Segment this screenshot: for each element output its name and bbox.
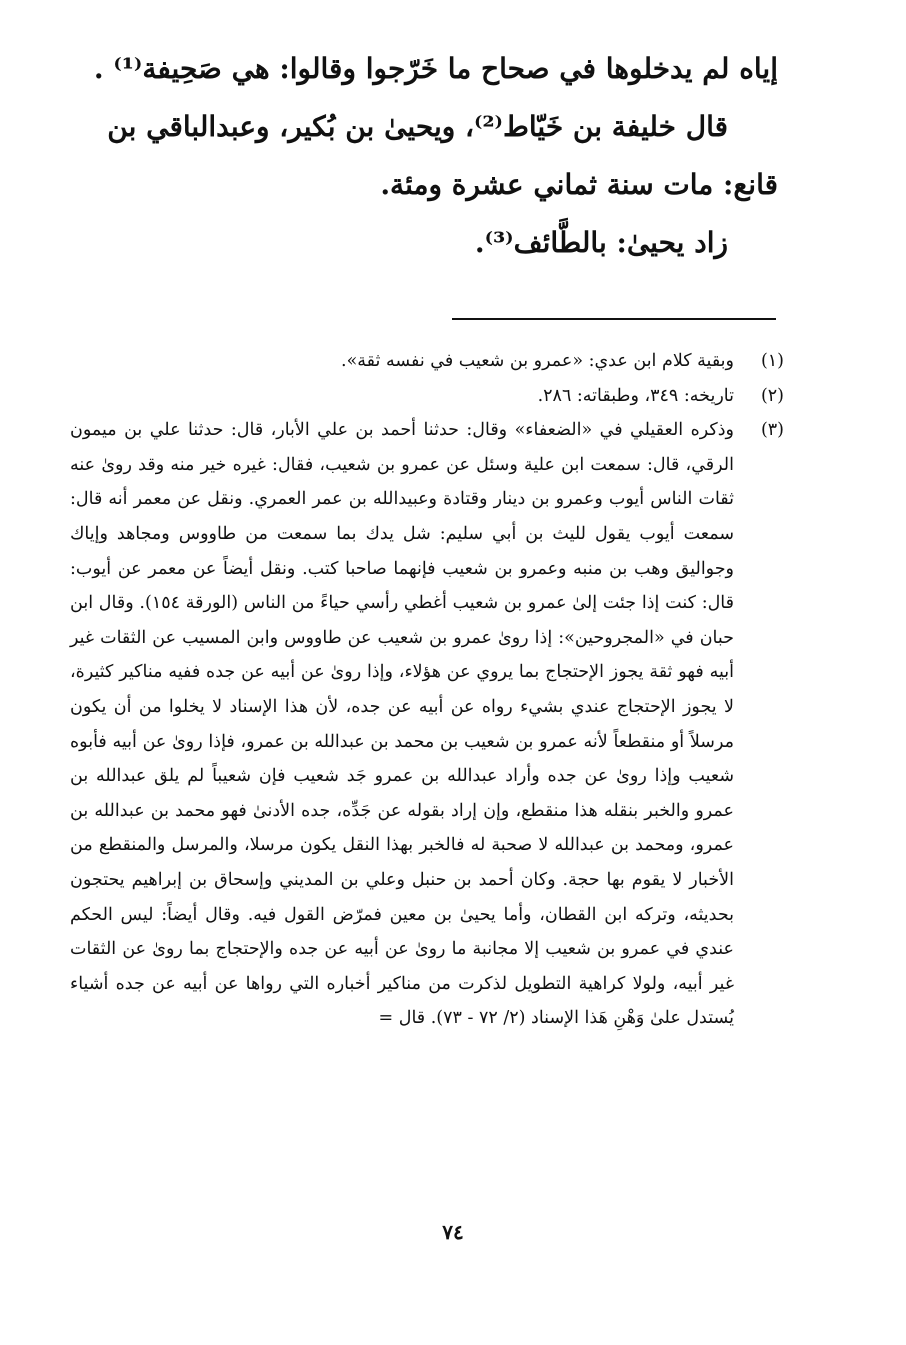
main-line-1: إياه لم يدخلوها في صحاح ما خَرّجوا وقالوا: هي صَحِيفة⁽¹⁾ . xyxy=(93,52,778,85)
footnote-1 xyxy=(70,344,784,379)
footnote-number: (٢) xyxy=(760,385,784,406)
footnotes xyxy=(70,344,784,1036)
footnote-number: (١) xyxy=(760,351,784,371)
footnote-3 xyxy=(70,413,784,1036)
footnote-number: (٣) xyxy=(760,420,784,441)
footnote-2 xyxy=(70,379,784,414)
main-paragraph-2-line-1: قال خليفة بن خَيّاط⁽²⁾، ويحيىٰ بن بُكير، وعبدالباقي بن xyxy=(107,110,728,143)
footnote-text: تاريخه: ٣٤٩، وطبقاته: ٢٨٦. xyxy=(537,385,734,406)
main-paragraph-2-line-2: قانع: مات سنة ثماني عشرة ومئة. xyxy=(380,168,778,201)
page-number: ٧٤ xyxy=(442,1220,464,1244)
footnote-separator xyxy=(452,318,776,320)
main-text xyxy=(70,40,778,272)
footnote-text: وبقية كلام ابن عدي: «عمرو بن شعيب في نفسه ثقة». xyxy=(341,351,734,371)
main-line-4: زاد يحيىٰ: بالطَّائف⁽³⁾. xyxy=(474,226,728,259)
footnote-text: وذكره العقيلي في «الضعفاء» وقال: حدثنا أحمد بن علي الأبار، قال: حدثنا علي بن ميمون الرقي، قال: سمعت ابن علية وسئل عن عمرو بن شعيب، فقال: غيره خير منه وقد روىٰ عنه ثقات الناس أيوب وعمرو بن دينار وقتادة وعبيدالله بن عمر العمري. ونقل عن معمر أنه قال: سمعت أيوب يقول لليث بن أبي سليم: شل يدك بما سمعت من طاووس ومجاهد وإياك وجواليق وهب بن منبه وعمرو بن شعيب فإنهما صاحبا كتب. ونقل أيضاً عن معمر عن أيوب: قال: كنت إذا جئت إلىٰ عمرو بن شعيب أغطي رأسي حياءً من الناس (الورقة ١٥٤). وقال ابن حبان في «المجروحين»: إذا روىٰ عمرو بن شعيب عن طاووس وابن المسيب عن الثقات غير أبيه فهو ثقة يجوز الإحتجاج بما يروي عن هؤلاء، وإذا روىٰ عن أبيه عن جده ففيه مناكير كثيرة، لا يجوز الإحتجاج عندي بشيء رواه عن أبيه عن جده، لأن هذا الإسناد لا يخلوا من أن يكون مرسلاً أو منقطعاً لأنه عمرو بن شعيب بن محمد بن عبدالله بن عمرو، فإذا روىٰ عن أبيه فأبوه شعيب وإذا روىٰ عن جده وأراد عبدالله بن عمرو جَد شعيب فإن شعيباً لم يلق عبدالله بن عمرو والخبر بنقله هذا منقطع، وإن إراد بقوله عن جَدِّه، جده الأدنىٰ فهو محمد بن عبدالله بن عمرو، ومحمد بن عبدالله لا صحبة له فالخبر بهذا النقل يكون مرسلا، والمرسل والمنقطع من الأخبار لا يقوم بها حجة. وكان أحمد بن حنبل وعلي بن المديني وإسحاق بن إبراهيم يحتجون بحديثه، وتركه ابن القطان، وأما يحيىٰ بن معين فمرّض القول فيه. وقال أيضاً: ليس الحكم عندي في عمرو بن شعيب إلا مجانبة ما روىٰ عن أبيه عن جده والإحتجاج بما روىٰ عن الثقات غير أبيه، ولولا كراهية التطويل لذكرت من مناكير أخباره التي رواها عن أبيه عن جده أشياء يُستدل علىٰ وَهْنِ هَذا الإسناد (٢/ ٧٢ - ٧٣). قال = xyxy=(70,420,735,1029)
